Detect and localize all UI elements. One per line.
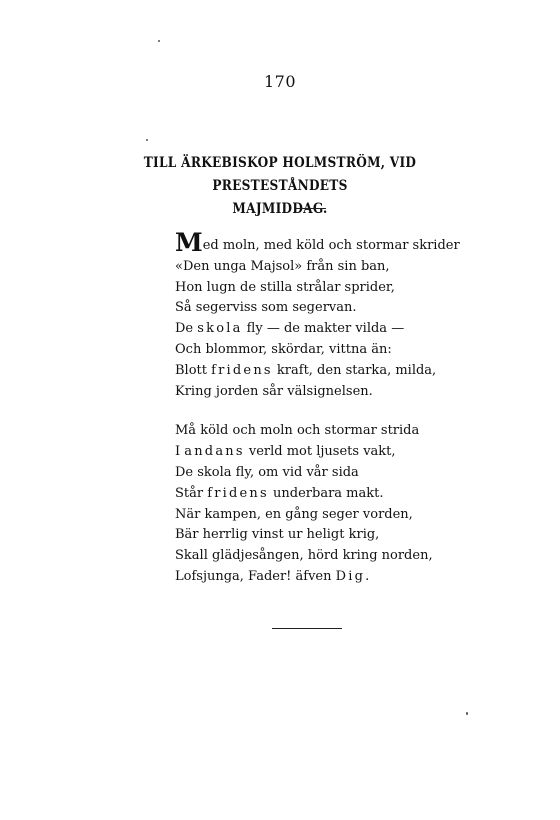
verse-text: I xyxy=(175,444,185,460)
stanza xyxy=(175,421,475,587)
spaced-emphasis: fridens xyxy=(207,485,269,501)
verse-line xyxy=(175,228,475,257)
verse-text: Må köld och moln och stormar strida xyxy=(175,423,420,439)
verse-line xyxy=(175,505,475,526)
title-line-1: TILL ÄRKEBISKOP HOLMSTRÖM, VID PRESTESTÅNDETS xyxy=(143,155,417,194)
verse-text: Blott xyxy=(175,362,212,378)
page-number: 170 xyxy=(263,72,297,91)
verse-text: . xyxy=(365,568,370,584)
verse-text: «Den unga Majsol» från sin ban, xyxy=(175,258,390,274)
verse-text: verld mot ljusets vakt, xyxy=(244,444,396,460)
paper-speck xyxy=(146,139,148,141)
spaced-emphasis: andans xyxy=(184,444,245,460)
verse-line xyxy=(175,421,475,442)
verse-line xyxy=(175,567,475,588)
spaced-emphasis: skola xyxy=(197,321,243,337)
verse-line xyxy=(175,278,475,299)
verse-line xyxy=(175,484,475,505)
verse-text: De xyxy=(175,321,198,337)
title-line-2: MAJMIDDAG. xyxy=(232,201,328,217)
verse-text: kraft, den starka, milda, xyxy=(272,362,437,378)
verse-line xyxy=(175,340,475,361)
verse-text: De skola fly, om vid vår sida xyxy=(175,464,359,480)
paper-speck xyxy=(466,712,468,715)
spaced-emphasis: fridens xyxy=(211,362,273,378)
verse-text: Kring jorden sår välsignelsen. xyxy=(175,383,373,399)
verse-line xyxy=(175,361,475,382)
verse-line xyxy=(175,546,475,567)
verse-text: Lofsjunga, Fader! äfven xyxy=(175,568,336,584)
verse-line xyxy=(175,257,475,278)
verse-text: Bär herrlig vinst ur heligt krig, xyxy=(175,527,380,543)
verse-text: ed moln, med köld och stormar skrider xyxy=(202,238,460,253)
verse-text: Står xyxy=(175,485,208,501)
verse-line xyxy=(175,442,475,463)
verse-text: Och blommor, skördar, vittna än: xyxy=(175,341,392,357)
verse-line xyxy=(175,319,475,340)
stanza xyxy=(175,228,475,402)
poem-body xyxy=(175,228,475,607)
verse-text: fly — de makter vilda — xyxy=(242,321,405,337)
end-divider xyxy=(272,628,342,629)
verse-text: Hon lugn de stilla strålar sprider, xyxy=(175,279,395,295)
verse-text: Så segerviss som segervan. xyxy=(175,300,357,316)
verse-line xyxy=(175,298,475,319)
spaced-emphasis: Dig xyxy=(335,568,366,584)
verse-line xyxy=(175,463,475,484)
paper-speck xyxy=(158,40,160,42)
verse-line xyxy=(175,382,475,403)
verse-line xyxy=(175,525,475,546)
drop-cap: M xyxy=(175,228,203,257)
verse-text: När kampen, en gång seger vorden, xyxy=(175,506,413,522)
poem-title xyxy=(91,152,469,221)
verse-text: underbara makt. xyxy=(268,485,384,501)
verse-text: Skall glädjesången, hörd kring norden, xyxy=(175,548,433,564)
title-divider xyxy=(296,208,326,209)
